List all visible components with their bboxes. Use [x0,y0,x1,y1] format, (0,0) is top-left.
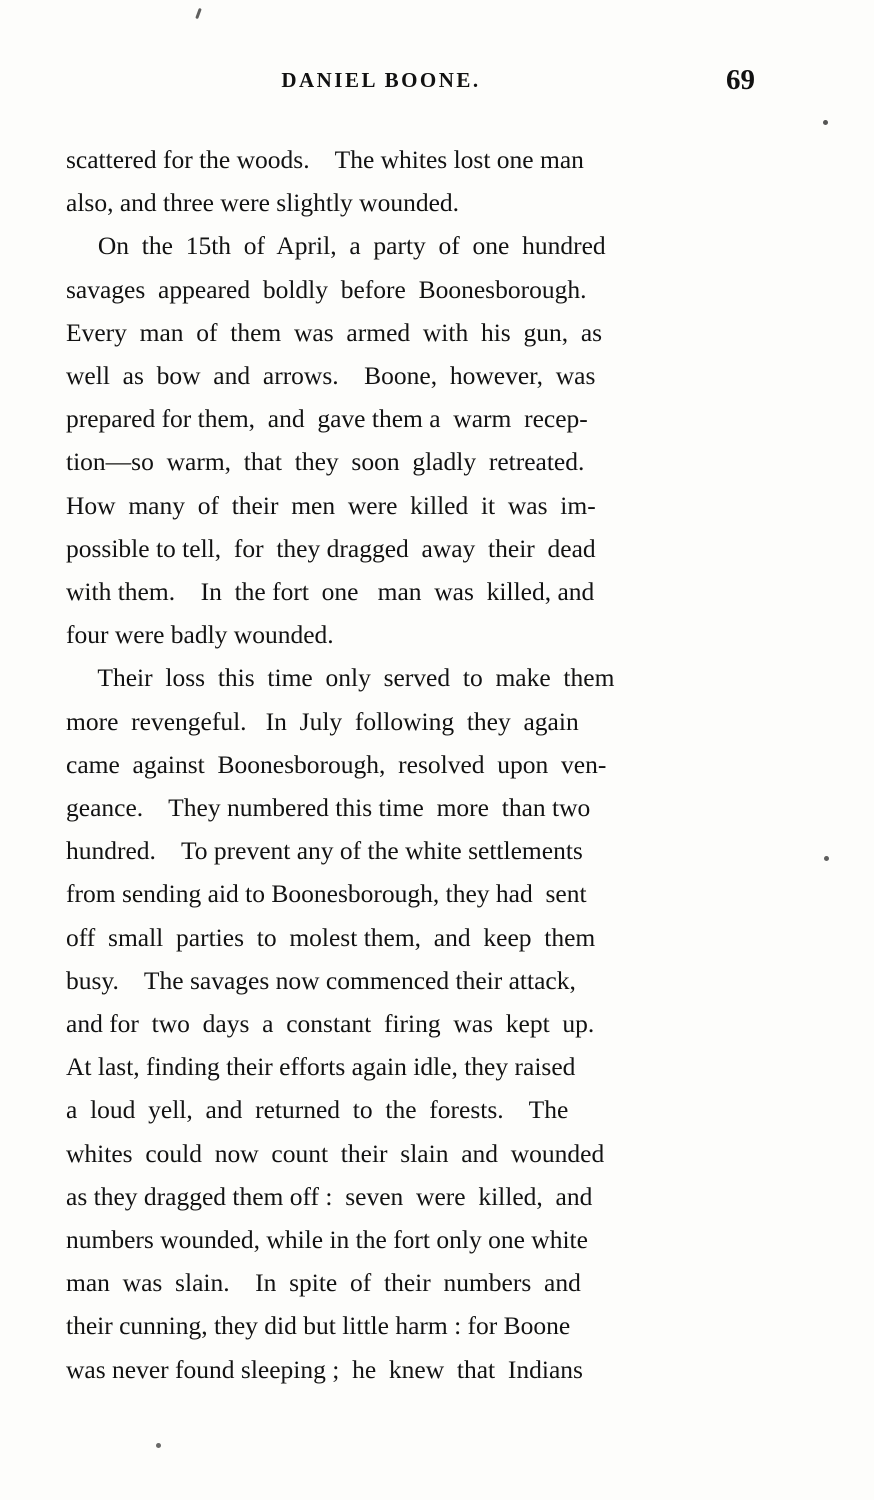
text-line: well as bow and arrows. Boone, however, was [66,361,596,391]
text-line: four were badly wounded. [66,620,334,650]
text-line: hundred. To prevent any of the white settlements [66,836,583,866]
text-line: numbers wounded, while in the fort only one white [66,1225,588,1255]
text-line: scattered for the woods. The whites lost one man [66,145,584,174]
text-line: more revengeful. In July following they again [66,706,579,736]
text-line: On the 15th of April, a party of one hundred [66,231,606,261]
text-line: prepared for them, and gave them a warm recep- [66,404,588,434]
text-line: their cunning, they did but little harm : for Boone [66,1311,571,1341]
text-line: How many of their men were killed it was im- [66,490,596,520]
text-line: and for two days a constant firing was kept up. [66,1009,595,1039]
text-line: tion—so warm, that they soon gladly retreated. [66,447,585,477]
body-text [66,138,766,1391]
text-line: busy. The savages now commenced their attack, [66,965,576,995]
text-line: a loud yell, and returned to the forests. The [66,1095,569,1125]
text-line: whites could now count their slain and wounded [66,1138,605,1168]
text-line: Every man of them was armed with his gun, as [66,317,603,347]
text-line: geance. They numbered this time more than two [66,793,591,823]
text-line: man was slain. In spite of their numbers and [66,1268,581,1298]
text-line: Their loss this time only served to make them [66,663,615,693]
text-line: with them. In the fort one man was killed, and [66,577,595,607]
text-line: from sending aid to Boonesborough, they had sent [66,879,587,909]
text-line: off small parties to molest them, and keep them [66,922,596,952]
text-line: savages appeared boldly before Boonesborough. [66,274,587,304]
page-header [63,64,763,106]
page-speck-right-lower [824,856,829,861]
page-speck-top [195,8,202,19]
running-head: DANIEL BOONE. [281,68,481,92]
text-line: came against Boonesborough, resolved upon ven- [66,749,607,779]
text-line: possible to tell, for they dragged away their dead [66,533,596,563]
page-speck-right-upper [823,120,828,125]
text-line: as they dragged them off : seven were killed, and [66,1181,593,1211]
text-line: was never found sleeping ; he knew that Indians [66,1354,583,1384]
page-number: 69 [726,64,755,96]
text-line: At last, finding their efforts again idle, they raised [66,1052,576,1082]
page-speck-bottom [156,1443,161,1448]
text-line: also, and three were slightly wounded. [66,188,460,218]
